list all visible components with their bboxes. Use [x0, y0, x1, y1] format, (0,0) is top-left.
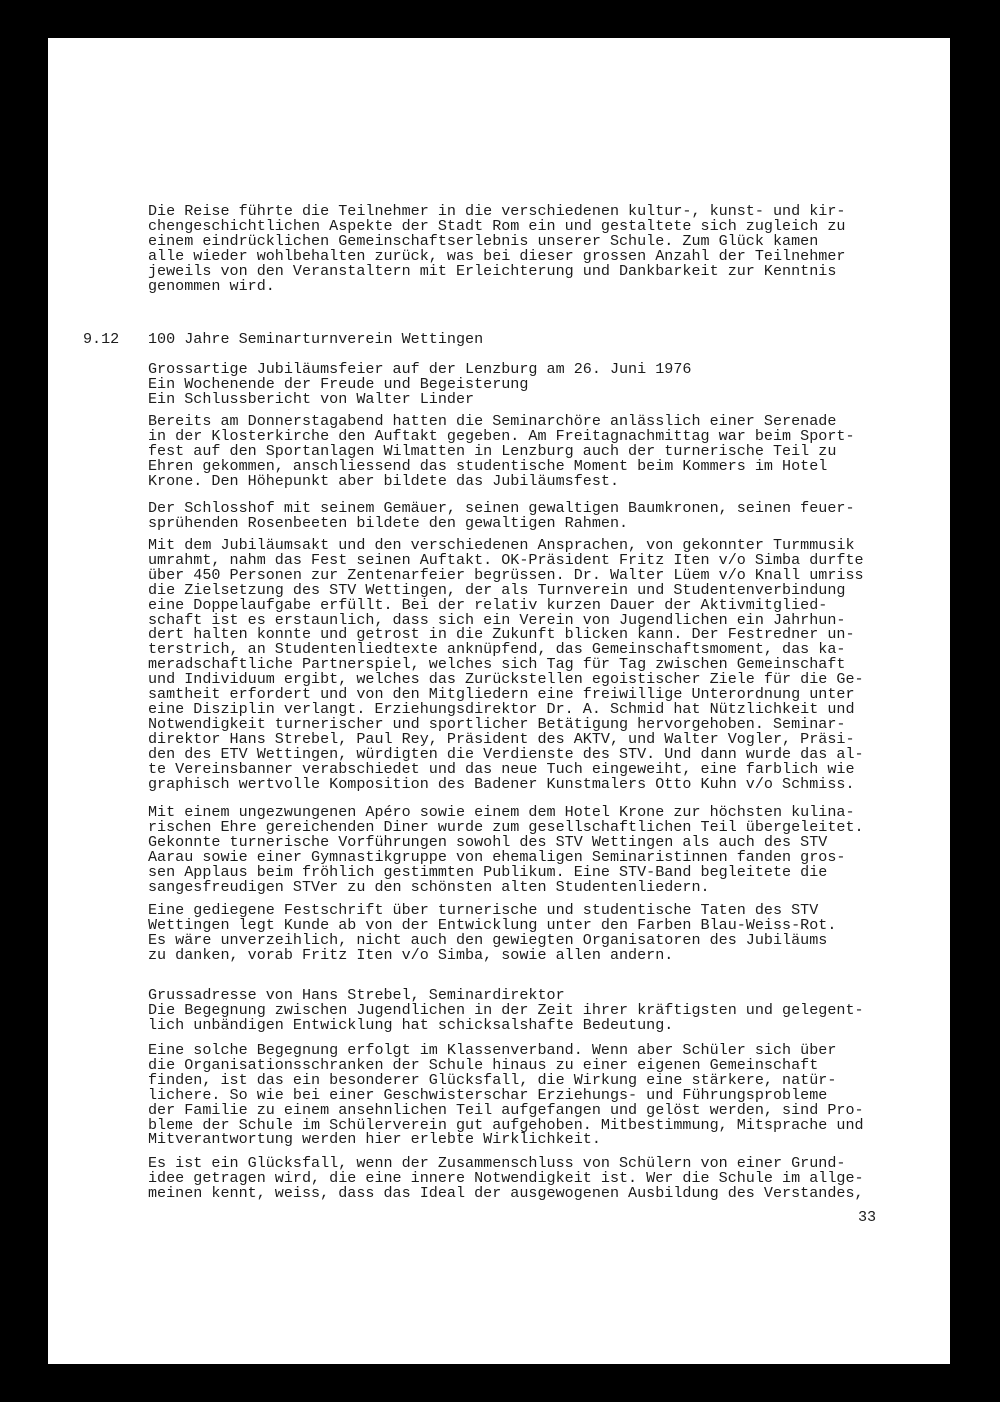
section-headline: Grossartige Jubiläumsfeier auf der Lenzburg am 26. Juni 1976 Ein Wochenende der Freude und Begeisterung Ein Schlussbericht von Walter Linder: [148, 360, 692, 408]
paragraph-schlosshof: Der Schlosshof mit seinem Gemäuer, seinen gewaltigen Baumkronen, seinen feuer- sprühenden Rosenbeeten bildete den gewaltigen Rahmen.: [148, 499, 855, 532]
paragraph-klassenverband: Eine solche Begegnung erfolgt im Klassenverband. Wenn aber Schüler sich über die Organisationsschranken der Schule hinaus zu einer eigenen Gemeinschaft finden, ist das ein besonderer Glücksfall, die Wirkung eine stärkere, natür- lichere. So wie bei einer Geschwisterschar Erziehungs- und Führungsprobleme der Familie zu einem ansehnlichen Teil aufgefangen und gelöst werden, sind Pro- bleme der Schule im Schülerverein gut aufgehoben. Mitbestimmung, Mitsprache und Mitverantwortung werden hier erlebte Wirklichkeit.: [148, 1041, 864, 1149]
paragraph-jubilaeumsakt: Mit dem Jubiläumsakt und den verschiedenen Ansprachen, von gekonnter Turmmusik umrahmt, nahm das Fest seinen Auftakt. OK-Präsident Fritz Iten v/o Simba durfte über 450 Personen zur Zentenarfeier begrüssen. Dr. Walter Lüem v/o Knall umriss die Zielsetzung des STV Wettingen, der als Turnverein und Studentenverbindung eine Doppelaufgabe erfüllt. Bei der relativ kurzen Dauer der Aktivmitglied- schaft ist es erstaunlich, dass sich ein Verein von Jugendlichen ein Jahrhun- dert halten konnte und getrost in die Zukunft blicken kann. Der Festredner un- terstrich, an Studentenliedtexte anknüpfend, das Gemeinschaftsmoment, das ka- meradschaftliche Partnerspiel, welches sich Tag für Tag zwischen Gemeinschaft und Individuum ergibt, welches das Zurückstellen egoistischer Ziele für die Ge- samtheit erfordert und von den Mitgliedern eine freiwillige Unterordnung unter eine Disziplin verlangt. Erziehungsdirektor Dr. A. Schmid hat Nützlichkeit und Notwendigkeit turnerischer und sportlicher Betätigung hervorgehoben. Seminar- direktor Hans Strebel, Paul Rey, Präsident des AKTV, und Walter Vogler, Präsi- den des ETV Wettingen, würdigten die Verdienste des STV. Und dann wurde das al- te Vereinsbanner verabschiedet und das neue Tuch eingeweiht, eine farblich wie graphisch wertvolle Komposition des Badener Kunstmalers Otto Kuhn v/o Schmiss.: [148, 536, 864, 793]
document-page: [48, 38, 950, 1364]
section-number: 9.12: [83, 330, 120, 348]
paragraph-apero: Mit einem ungezwungenen Apéro sowie einem dem Hotel Krone zur höchsten kulina- rischen Ehre gereichenden Diner wurde zum gesellschaftlichen Teil übergeleitet. Gekonnte turnerische Vorführungen sowohl des STV Wettingen als auch des STV Aarau sowie einer Gymnastikgruppe von ehemaligen Seminaristinnen fanden gros- sen Applaus beim fröhlich gestimmten Publikum. Eine STV-Band begleitete die sangesfreudigen STVer zu den schönsten alten Studentenliedern.: [148, 803, 864, 896]
paragraph-festschrift: Eine gediegene Festschrift über turnerische und studentische Taten des STV Wettingen legt Kunde ab von der Entwicklung unter den Farben Blau-Weiss-Rot. Es wäre unverzeihlich, nicht auch den gewiegten Organisatoren des Jubiläums zu danken, vorab Fritz Iten v/o Simba, sowie allen andern.: [148, 901, 837, 964]
page-number: 33: [858, 1208, 877, 1226]
greeting-heading: Grussadresse von Hans Strebel, Seminardirektor Die Begegnung zwischen Jugendlichen in der Zeit ihrer kräftigsten und gelegent- lich unbändigen Entwicklung hat schicksalshafte Bedeutung.: [148, 986, 864, 1034]
section-title: 100 Jahre Seminarturnverein Wettingen: [148, 330, 484, 348]
paragraph-gluecksfall: Es ist ein Glücksfall, wenn der Zusammenschluss von Schülern von einer Grund- idee getragen wird, die eine innere Notwendigkeit ist. Wer die Schule im allge- meinen kennt, weiss, dass das Ideal der ausgewogenen Ausbildung des Verstandes,: [148, 1154, 864, 1202]
paragraph-serenade: Bereits am Donnerstagabend hatten die Seminarchöre anlässlich einer Serenade in der Klosterkirche den Auftakt gegeben. Am Freitagnachmittag war beim Sport- fest auf den Sportanlagen Wilmatten in Lenzburg auch der turnerische Teil zu Ehren gekommen, anschliessend das studentische Moment beim Kommers im Hotel Krone. Den Höhepunkt aber bildete das Jubiläumsfest.: [148, 412, 855, 490]
intro-paragraph: Die Reise führte die Teilnehmer in die verschiedenen kultur-, kunst- und kir- chengeschichtlichen Aspekte der Stadt Rom ein und gestaltete sich zugleich zu einem eindrücklichen Gemeinschaftserlebnis unserer Schule. Zum Glück kamen alle wieder wohlbehalten zurück, was bei dieser grossen Anzahl der Teilnehmer jeweils von den Veranstaltern mit Erleichterung und Dankbarkeit zur Kenntnis genommen wird.: [148, 202, 846, 295]
